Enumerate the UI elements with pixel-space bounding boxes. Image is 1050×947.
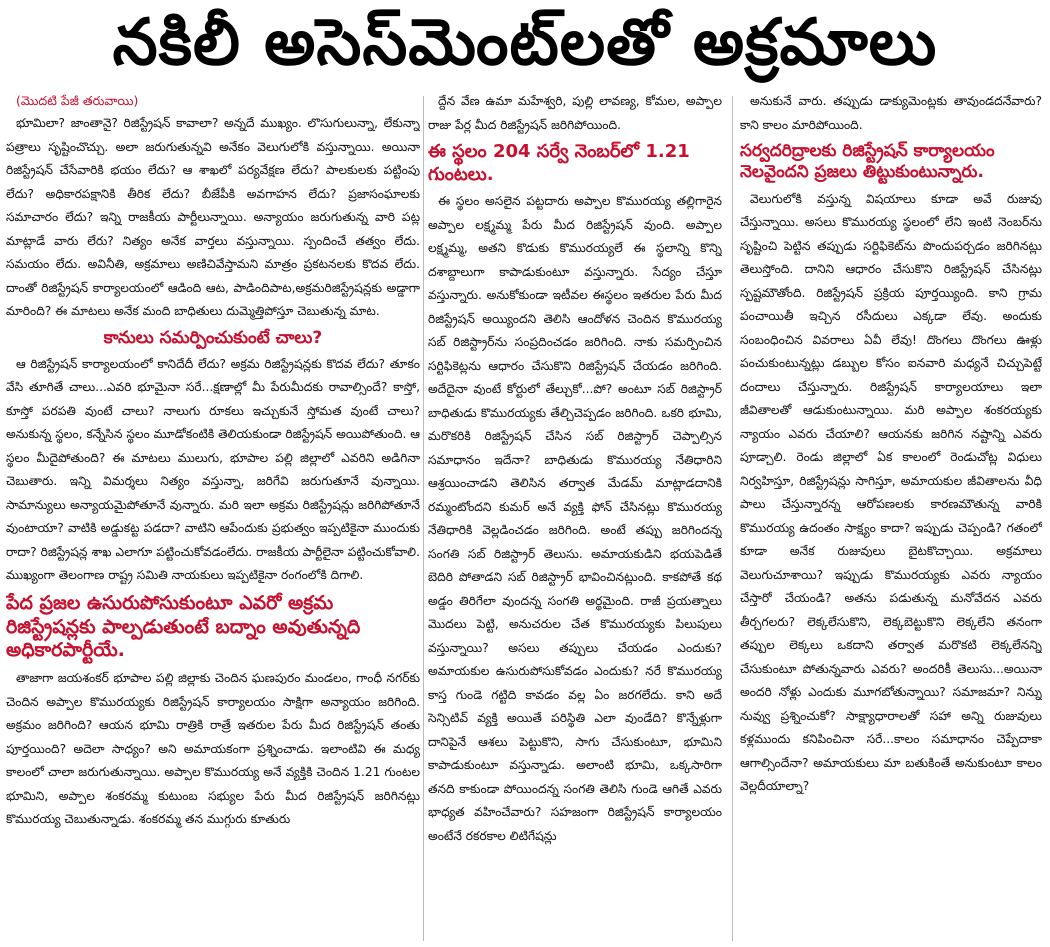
paragraph: ఈ స్థలం అసలైన పట్టదారు అప్పాల కొమురయ్య తల్లిగారైన అప్పాల లక్ష్మమ్మ పేరు మీద రిజిస్ట్రేషన్ వుంది. అప్పాల లక్ష్మమ్మ, అతని కొడుకు కొమురయ్యలే ఈ స్థలాన్ని కొన్ని దశాబ్దాలుగా కాపాడుకుంటూ వస్తున్నారు. సేద్యం చేస్తూ వస్తున్నారు. అనుకోకుండా ఇటీవల ఈస్థలం ఇతరుల పేరు మీద రిజిస్ట్రేషన్ అయ్యిందని తెలిసి ఆందోళన చెందిన కొమురయ్య సబ్ రిజిస్ట్రార్‌ను సంప్రదించడం జరిగింది. నాకు సమర్పించిన సర్టిఫికెట్లను ఆధారం చేసుకొని రిజిస్ట్రేషన్ చేయడం జరిగింది. అదేదైనా వుంటే కోర్టులో తేల్చుకో...పో? అంటూ సబ్ రిజిస్ట్రార్ బాధితుడు కొమురయ్యకు తేల్చిచెప్పడం జరిగింది. ఒకరి భూమి, మరొకరికి రిజిస్ట్రేషన్ చేసిన సబ్ రిజిస్ట్రార్ చెప్పాల్సిన సమాధానం ఇదేనా? బాధితుడు కొమురయ్య నేతిధారిని ఆశ్రయించాడని తెలిసిన తర్వాత మేడమ్ మాట్లాడదానికి రమ్మంటోందని కుమర్ అనే వ్యక్తి ఫోన్ చేసినట్లు కొమురయ్య నేతిధారికి వెల్లడించడం జరిగింది. అంటే తప్పు జరిగిందన్న సంగతి సబ్ రిజిస్ట్రార్ తెలుసు. అమాయకుడిని భయపెడితే బెదిరి పోతాడని సబ్ రిజిస్ట్రార్ భావించినట్లుంది. కాకపోతే కథ అడ్డం తిరిగేలా వుందన్న సంగతి అర్థమైంది. రాజీ ప్రయత్నాలు మొదలు పెట్టి, అనుచరుల చేత కొమురయ్యకు పిలుపులు వస్తున్నాయి? అసలు తప్పులు చేయడం ఎందుకు? అమాయకుల ఉసురుపోసుకోవడం ఎందుకు? నరే కొమురయ్య కాస్త గుండె గట్టిది కావడం వల్ల ఏం జరగలేదు. కాని అదే సెన్సిటివ్ వ్యక్తి అయితే పరిస్థితి ఎలా వుండేది? కొన్నేళ్లుగా దానిపైనే ఆశలు పెట్టుకొని, సాగు చేసుకుంటూ, భూమిని కాపాడుకుంటూ వస్తున్నాడు. అలాంటి భూమి, ఒక్కసారిగా తనది కాకుండా పోయిందన్న సంగతి తెలిసి గుండె ఆగితే ఎవరు భాధ్యత వహించేవారు? సహజంగా రిజిస్ట్రేషన్ కార్యాలయం అంటేనే రకరకాల లిటిగేషన్లు bbox=[428, 194, 722, 843]
column-divider bbox=[732, 96, 733, 941]
column-divider bbox=[423, 96, 424, 941]
subheading: కానులు సమర్పించుకుంటే చాలు? bbox=[103, 327, 323, 348]
subheading: పేద ప్రజల ఉసురుపోసుకుంటూ ఎవరో అక్రమ రిజిస్ట్రేషన్లకు పాల్పడుతుంటే బద్నాం అవుతున్నది అధికారపార్టీయే. bbox=[6, 591, 361, 662]
subheading: సర్వదరిద్రాలకు రిజిస్ట్రేషన్ కార్యాలయం నెలవైందని ప్రజలు తిట్టుకుంటున్నారు. bbox=[740, 141, 995, 183]
paragraph: ఆ రిజిస్ట్రేషన్ కార్యాలయంలో కానిదేదీ లేదు? అక్రమ రిజిస్ట్రేషన్లకు కొదవ లేదు? తూకం వేసి తూగితే చాలు...ఎవరి భూమైనా సరే...క్షణాల్లో మీ పేరుమీదకు రావాల్సిందే? కాస్తో, కూస్తో పరపతి వుంటే చాలు? నాలుగు రూకలు ఇచ్చుకునే స్తోమత వుంటే చాలు? అనుకున్న స్థలం, కన్నేసిన స్థలం మూడోకంటికి తెలియకుండా రిజిస్ట్రేషన్ అయిపోతుంది. ఆ స్థలం మీదైపోతుంది? ఈ మాటలు ములుగు, భూపాల పల్లి జిల్లాలో ఎవరిని అడిగినా చెబుతారు. ఇన్ని విమర్శలు నిత్యం వస్తున్నా, జరిగేవి జరుగుతూనే వున్నాయి. సామాన్యులు అన్యాయమైపోతూనే వున్నారు. మరి ఇలా అక్రమ రిజిస్ట్రేషన్లు జరిగిపోతూనే వుంటాయా? వాటికి అడ్డుకట్ట పడదా? వాటిని ఆపేందుకు ప్రభుత్వం ఇప్పటికైనా ముందుకు రాదా? రిజిస్ట్రేషన్ల శాఖ ఎలాగూ పట్టించుకోవడంలేదు. రాజకీయ పార్టీలైనా పట్టించుకోవాలి. ముఖ్యంగా తెలంగాణ రాష్ట్ర సమితి నాయకులు ఇప్పటికైనా రంగంలోకి దిగాలి. bbox=[6, 356, 420, 583]
subheading: ఈ స్థలం 204 సర్వే నెంబర్‌లో 1.21 గుంటలు. bbox=[428, 141, 690, 185]
paragraph: అనుకునే వారు. తప్పుడు డాక్యుమెంట్లకు తావుండదనేవారు? కాని కాలం మారిపోయింది. bbox=[740, 94, 1042, 132]
continued-label: (మొదటి పేజీ తరువాయి) bbox=[16, 93, 139, 108]
paragraph: వెలుగులోకి వస్తున్న విషయాలు కూడా అవే రుజువు చేస్తున్నాయి. అసలు కొమురయ్య స్థలంలో లేని ఇంటి నెంబర్‌ను సృష్టించి పెట్టిన తప్పుడు సర్టిఫికెట్‌ను పొందుపర్చడం జరిగినట్లు తెలుస్తోంది. దానిని ఆధారం చేసుకొని రిజిస్ట్రేషన్ చేసినట్లు స్పష్టమౌతోంది. రిజిస్ట్రేషన్ ప్రక్రియ పూర్తయ్యింది. కాని గ్రామ పంచాయితీ ఇచ్చిన రసీదులు ఎక్కడా లేవు. అందుకు సంబంధించిన వివరాలు ఏవీ లేవు! దొంగలు దొంగలు ఊళ్లు పంచుకుంటున్నట్లు డబ్బుల కోసం ఐనవారి మధ్యనే చిచ్చుపెట్టే దందాలు చేస్తున్నారు. రిజిస్ట్రేషన్ కార్యాలయాలు ఇలా జీవితాలతో ఆడుకుంటున్నాయి. మరి అప్పాల శంకరయ్యకు న్యాయం ఎవరు చేయాలి? ఆయనకు జరిగిన నష్టాన్ని ఎవరు పూడ్చాలి. రెండు జిల్లాలో ఏక కాలంలో రెండుచోట్ల విధులు నిర్వహిస్తూ, రిజిస్ట్రేషన్లు సాగిస్తూ, అమాయకుల జీవితాలను వీధి పాలు చేస్తున్నారన్న ఆరోపణలకు కారణమౌతున్న వారికి కొమురయ్య ఉదంతం సాక్ష్యం కాదా? ఇప్పుడు చెప్పండి? గతంలో కూడా అనేక రుజువులు బైటకొచ్చాయి. అక్రమాలు వెలుగుచూశాయి? ఇప్పుడు కొమురయ్యకు ఎవరు న్యాయం చేస్తారో చేయండి? అతను పడుతున్న మనోవేదన ఎవరు తీర్చగలరు? లెక్కలేసుకొని, లెక్కబెట్టుకొని లెక్కలేని తనంగా తప్పుల లెక్కలు ఒకదాని తర్వాత మరొకటి లెక్కలేనన్ని చేసుకుంటూ పోతున్నవారు ఎవరు? అందరికీ తెలుసు...అయినా అందరి నోళ్లు ఎందుకు మూగబోతున్నాయి? సమాజమా? నిన్ను నువ్వు ప్రశ్నించుకో? సాక్ష్యాధారాలతో సహా అన్ని రుజువులు కళ్లముందు కనిపించినా సరే...కాలం సమాధానం చెప్పేదాకా ఆగాల్సిందేనా? అమాయకులు మా బతుకింతే అనుకుంటూ కాలం వెల్లదీయాల్నా? bbox=[740, 191, 1042, 793]
column-2 bbox=[428, 90, 722, 947]
paragraph: ద్దేన వేణ ఉమా మహేశ్వరి, పుల్లి లావణ్య, కోమల, అప్పాల రాజు పేర్ల మీద రిజిస్ట్రేషన్ జరిగిపోయింది. bbox=[428, 94, 722, 132]
paragraph: తాజాగా జయశంకర్ భూపాల పల్లి జిల్లాకు చెందిన ఘణపురం మండలం, గాంధీ నగర్‌కు చెందిన అప్పాల కొమురయ్యకు రిజిస్ట్రేషన్ కార్యాలయం సాక్షిగా అన్యాయం జరిగింది. అక్రమం జరిగింది? ఆయన భూమి రాత్రికి రాత్రే ఇతరుల పేరు మీద రిజిస్ట్రేషన్ తంతు పూర్తయింది? అదెలా సాధ్యం? అని అమాయకంగా ప్రశ్నించాడు. ఇలాంటివి ఈ మధ్య కాలంలో చాలా జరుగుతున్నాయి. అప్పాల కొమురయ్య అనే వ్యక్తికి చెందిన 1.21 గుంటల భూమిని, అప్పాల శంకరమ్మ కుటుంబ సభ్యుల పేరు మీద రిజిస్ట్రేషన్ జరిగినట్లు కొమురయ్య చెబుతున్నాడు. శంకరమ్మ తన ముగ్గురు కూతురు bbox=[6, 671, 420, 826]
paragraph: భూమిలా? జాంతానై? రిజిస్ట్రేషన్ కావాలా? అన్నదే ముఖ్యం. లొసుగులున్నా, లేకున్నా పత్రాలు సృష్టించొచ్చు. అలా జరుగుతున్నవి అనేకం వెలుగులోకి వస్తున్నాయి. అయినా రిజిస్ట్రేషన్ చేసేవారికి భయం లేదు? ఆ శాఖలో పర్యవేక్షణ లేదు? పాలకులకు పట్టింపు లేదు? అధికారపక్షానికి తీరిక లేదు? బీజేపీకి అవగాహన లేదు? ప్రజాసంఘాలకు సమాచారం లేదు? ఇన్ని రాజకీయ పార్టీలున్నాయి. అన్యాయం జరుగుతున్న వారి పట్ల మాట్లాడే వారు లేరు? నిత్యం అనేక వార్తలు వస్తున్నాయి. స్పందించే తత్వం లేదు. సమయం లేదు. అవినీతి, అక్రమాలు అణిచివేస్తామని మాత్రం ప్రకటనలకు కొదవ లేదు. దాంతో రిజిస్ట్రేషన్ కార్యాలయంలో ఆడింది ఆట, పాడిందిపాట,అక్రమరిజిస్ట్రేషన్లకు అడ్డాగా మారింది? ఈ మాటలు అనేక మంది బాధితులు దుమ్మెత్తిపోస్తూ చెబుతున్న మాట. bbox=[6, 116, 420, 318]
headline: నకిలీ అసెస్‌మెంట్‌లతో అక్రమాలు bbox=[112, 6, 938, 80]
column-1 bbox=[6, 90, 420, 947]
column-3 bbox=[740, 90, 1042, 947]
